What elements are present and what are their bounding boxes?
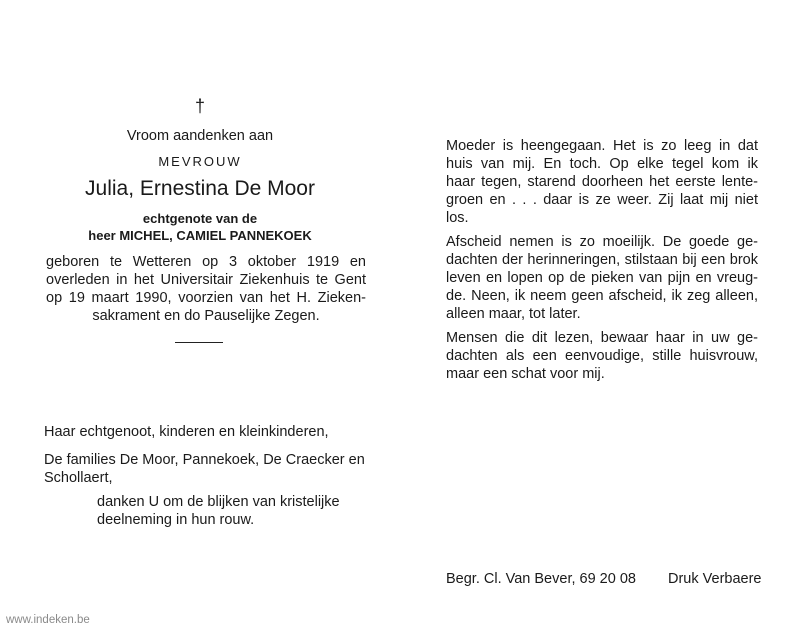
birth-death-text <box>46 253 366 325</box>
poem-paragraph-1 <box>446 137 758 227</box>
poem-line: haar tegen, starend doorheen het eerste lente- <box>446 174 758 190</box>
birth-line: geboren te Wetteren op 3 oktober 1919 en <box>46 254 366 270</box>
poem-line: alleen maar, tot later. <box>446 306 581 322</box>
spouse-line-1: echtgenote van de <box>142 211 258 226</box>
thanks-line: danken U om de blijken van kristelijke <box>97 494 340 510</box>
birth-line: overleden in het Universitair Ziekenhuis te Gent <box>46 272 366 288</box>
poem-line: de. Neen, ik neem geen afscheid, ik zeg alleen, <box>446 288 758 304</box>
cross-symbol: † <box>194 96 205 116</box>
poem-line: Afscheid nemen is zo moeilijk. De goede ge- <box>446 234 758 250</box>
family-line: Haar echtgenoot, kinderen en kleinkinderen, <box>44 424 329 440</box>
deceased-name: Julia, Ernestina De Moor <box>85 177 315 200</box>
family-text <box>44 423 365 487</box>
poem-paragraph-2 <box>446 233 758 323</box>
poem-line: los. <box>446 210 469 226</box>
poem-line: huis van mij. En toch. Op elke tegel kom ik <box>446 156 758 172</box>
divider-line <box>175 342 223 343</box>
poem-line: groen en . . . daar is ze weer. Zij laat mij niet <box>446 192 758 208</box>
poem-line: leven en lopen op de pieken van pijn en vreug- <box>446 270 758 286</box>
title-text: MEVROUW <box>158 154 242 169</box>
poem-line: Mensen die dit lezen, bewaar haar in uw ge- <box>446 330 758 346</box>
thanks-text <box>97 493 362 529</box>
poem-line: dachten der herinneringen, stilstaan bij een brok <box>446 252 758 268</box>
birth-line: sakrament en do Pauselijke Zegen. <box>92 308 320 324</box>
spouse-line-2: heer MICHEL, CAMIEL PANNEKOEK <box>88 228 312 243</box>
family-line: De families De Moor, Pannekoek, De Craecker en <box>44 452 365 468</box>
watermark-text: www.indeken.be <box>6 614 90 626</box>
birth-line: op 19 maart 1990, voorzien van het H. Zieken- <box>46 290 366 306</box>
poem-paragraph-3 <box>446 329 758 383</box>
druk-credit: Druk Verbaere <box>668 571 762 587</box>
poem-line: maar een schat voor mij. <box>446 366 605 382</box>
printer-credit: Begr. Cl. Van Bever, 69 20 08 <box>446 571 636 587</box>
poem-line: dachten als een eenvoudige, stille huisvrouw, <box>446 348 758 364</box>
family-line: Schollaert, <box>44 470 113 486</box>
thanks-line: deelneming in hun rouw. <box>97 512 255 528</box>
dedication-text: Vroom aandenken aan <box>126 128 274 144</box>
poem-line: Moeder is heengegaan. Het is zo leeg in dat <box>446 138 758 154</box>
